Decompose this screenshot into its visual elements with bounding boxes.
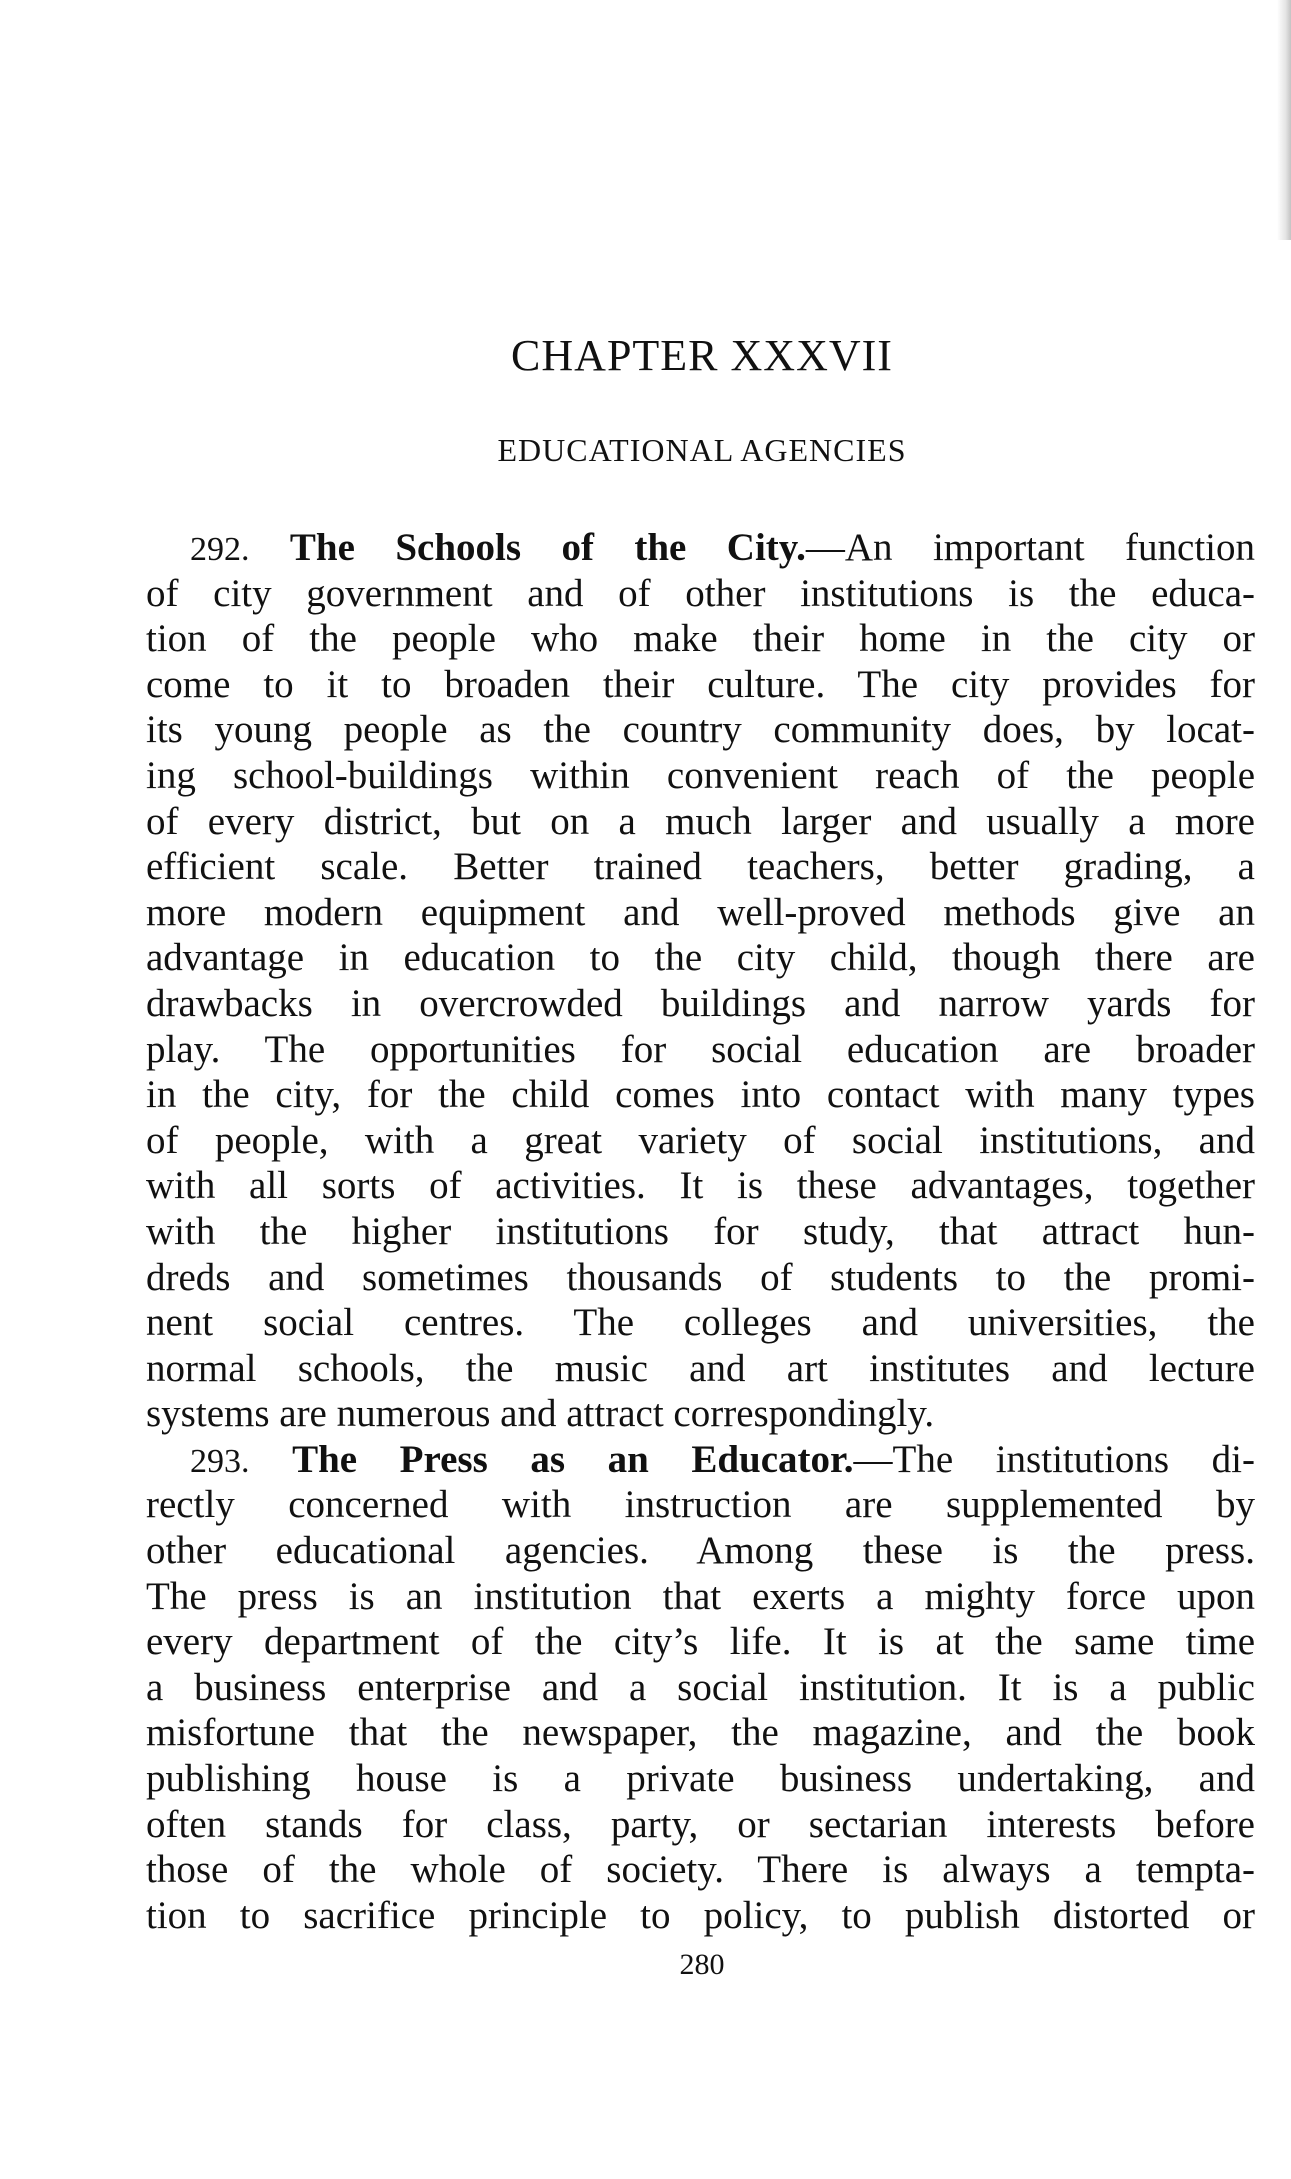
text-line: with the higher institutions for study, that attract hun-	[146, 1209, 1255, 1253]
text-line: with all sorts of activities. It is these advantages, together	[146, 1164, 1255, 1208]
page-edge-shadow	[1277, 0, 1291, 240]
section-heading-line	[146, 525, 1255, 571]
text-line: nent social centres. The colleges and universities, the	[146, 1301, 1255, 1345]
text-line: rectly concerned with instruction are supplemented by	[146, 1483, 1255, 1527]
section-heading-line	[146, 1437, 1255, 1483]
chapter-title: CHAPTER XXXVII	[511, 331, 893, 380]
section-heading: The Press as an Educator.	[292, 1437, 854, 1481]
text-line: systems are numerous and attract correspondingly.	[146, 1392, 935, 1436]
text-line: The press is an institution that exerts a mighty force upon	[146, 1574, 1255, 1618]
text-line: misfortune that the newspaper, the magazine, and the book	[146, 1711, 1255, 1755]
text-line: efficient scale. Better trained teachers, better grading, a	[146, 845, 1255, 889]
section-first-line-text: —The institutions di-	[853, 1437, 1255, 1481]
text-line: often stands for class, party, or sectarian interests before	[146, 1802, 1255, 1846]
text-line: come to it to broaden their culture. The city provides for	[146, 662, 1255, 706]
text-line: publishing house is a private business undertaking, and	[146, 1757, 1255, 1801]
chapter-subtitle: EDUCATIONAL AGENCIES	[497, 432, 907, 468]
text-line: ing school-buildings within convenient reach of the people	[146, 753, 1255, 797]
text-line: play. The opportunities for social education are broader	[146, 1027, 1255, 1071]
text-line: of city government and of other institutions is the educa-	[146, 571, 1255, 615]
section-number: 293.	[190, 1442, 250, 1480]
page-number: 280	[679, 1948, 725, 1981]
text-line: tion of the people who make their home in the city or	[146, 617, 1255, 661]
text-line: in the city, for the child comes into contact with many types	[146, 1073, 1255, 1117]
text-line: normal schools, the music and art institutes and lecture	[146, 1346, 1255, 1390]
text-line: dreds and sometimes thousands of students to the promi-	[146, 1255, 1255, 1299]
text-line: those of the whole of society. There is always a tempta-	[146, 1848, 1255, 1892]
text-line: tion to sacrifice principle to policy, to publish distorted or	[146, 1893, 1255, 1937]
text-line: other educational agencies. Among these is the press.	[146, 1529, 1255, 1573]
text-line: drawbacks in overcrowded buildings and narrow yards for	[146, 981, 1255, 1025]
section-heading: The Schools of the City.	[289, 526, 806, 569]
text-line: of people, with a great variety of social institutions, and	[146, 1118, 1255, 1162]
text-line: advantage in education to the city child, though there are	[146, 936, 1255, 980]
text-line: its young people as the country community does, by locat-	[146, 708, 1255, 752]
text-line: a business enterprise and a social institution. It is a public	[146, 1665, 1255, 1709]
text-line: more modern equipment and well-proved methods give an	[146, 890, 1255, 934]
section-number: 292.	[190, 531, 250, 568]
text-line: every department of the city’s life. It is at the same time	[146, 1620, 1255, 1664]
section-first-line-text: —An important function	[805, 526, 1256, 569]
body-text	[146, 525, 1255, 1938]
text-line: of every district, but on a much larger and usually a more	[146, 799, 1255, 843]
